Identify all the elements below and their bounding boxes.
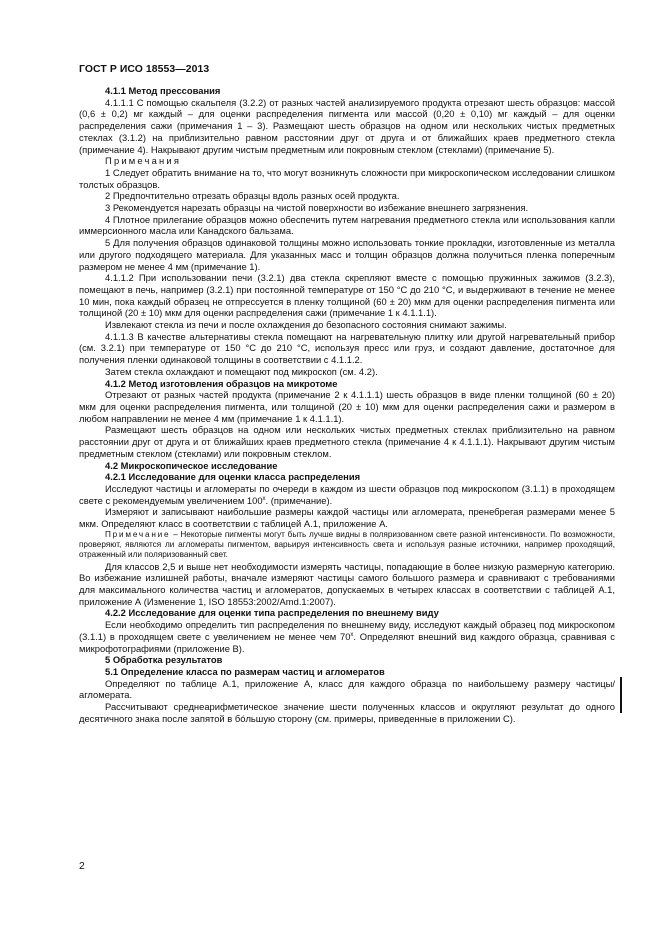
paragraph: 4.1.1.3 В качестве альтернативы стекла помещают на нагревательную плитку или другой нагревательный прибор (см. 3.2.1) при температуре от 150 °С до 210 °С, используя пресс или груз, и создают давление, достаточное для получения пленки одинаковой толщины в соответствии с 4.1.1.2. (79, 330, 615, 366)
section-heading: 4.1.2 Метод изготовления образцов на микротоме (105, 377, 338, 389)
section-heading: 5 Обработка результатов (105, 654, 223, 666)
note-item: 5 Для получения образцов одинаковой толщины можно использовать тонкие прокладки, изготовленные из металла или другого подходящего материала. Для указанных масс и толщин образцов должна получиться пленка поперечным размером не менее 4 мм (примечание 1). (79, 237, 615, 272)
note-text: – Некоторые пигменты могут быть лучше видны в поляризованном свете разной интенсивности. По возможности, проверяют, являются ли агломераты пигментом, варьируя интенсивность света и используя разные источники, например проходящий, отраженный или поляризованный свет. (79, 529, 615, 560)
note-item: 2 Предпочтительно отрезать образцы вдоль разных осей продукта. (105, 190, 400, 202)
change-bar (620, 677, 622, 713)
magnification-sup: х (262, 495, 266, 502)
note-label: Примечание (105, 529, 171, 539)
paragraph (79, 483, 615, 506)
paragraph: Затем стекла охлаждают и помещают под микроскоп (см. 4.2). (105, 365, 378, 377)
paragraph: Измеряют и записывают наибольшие размеры каждой частицы или агломерата, пренебрегая размерами менее 5 мкм. Определяют класс в соответствии с таблицей А.1, приложение А. (79, 506, 615, 530)
section-heading: 4.2.2 Исследование для оценки типа распределения по внешнему виду (105, 607, 439, 619)
document-body (79, 85, 615, 724)
paragraph: Отрезают от разных частей продукта (примечание 2 к 4.1.1.1) шесть образцов в виде пленки толщиной (60 ± 20) мкм для оценки распределения пигмента, или толщиной (20 ± 10) мкм для оценки распределения сажи и размером в любом направлении не менее 4 мм (примечание 1 к 4.1.1.1). (79, 389, 615, 424)
paragraph-text-tail: . Определяют внешний вид каждого образца, сравнивая с микрофотографиями (приложение В). (79, 630, 615, 654)
note-small (79, 530, 615, 561)
paragraph-text: Если необходимо определить тип распределения по внешнему виду, исследуют каждый образец под микроскопом (3.1.1) в проходящем свете с увеличением не менее чем 70 (79, 619, 615, 642)
note-item: 4 Плотное прилегание образцов можно обеспечить путем нагревания предметного стекла или использования капли иммерсионного масла или Канадского бальзама. (79, 213, 615, 237)
magnification-sup: х (350, 631, 354, 638)
paragraph-text-tail: . (примечание). (265, 494, 333, 506)
section-heading: 4.2 Микроскопическое исследование (105, 459, 278, 471)
section-heading: 5.1 Определение класса по размерам частиц и агломератов (105, 665, 385, 677)
paragraph: Для классов 2,5 и выше нет необходимости измерять частицы, попадающие в более низкую размерную категорию. Во избежание излишней работы, вначале измеряют частицы самого большого размера и сравнивают с требованиями для максимального количества частиц и агломератов, допускаемых в четырех классах в соответствии с таблицей А.1, приложение А (Изменение 1, ISO 18553:2002/Amd.1:2007). (79, 560, 615, 607)
paragraph-text: Исследуют частицы и агломераты по очереди в каждом из шести образцов под микроскопом (3.1.1) в проходящем свете с рекомендуемым увеличением 100 (79, 482, 615, 506)
paragraph: 4.1.1.1 С помощью скальпеля (3.2.2) от разных частей анализируемого продукта отрезают шесть образцов: массой (0,6 ± 0,2) мг каждый – для оценки распределения пигмента или массой (0,20 ± 0,10) мг каждый – для оценки распределения сажи (примечания 1 – 3). Размещают шесть образцов на одном или нескольких чистых предметных стеклах (3.1.2) на приблизительно равном расстоянии друг от друга и от ближайших краев предметного стекла (примечание 4). Накрывают другим чистым предметным или покровным стеклом (стеклами) (примечание 5). (79, 96, 615, 155)
paragraph (79, 619, 615, 654)
note-item: 1 Следует обратить внимание на то, что могут возникнуть сложности при микроскопическом исследовании слишком толстых образцов. (79, 166, 615, 190)
paragraph: 4.1.1.2 При использовании печи (3.2.1) два стекла скрепляют вместе с помощью пружинных зажимов (3.2.3), помещают в печь, например (3.2.1) при постоянной температуре от 150 °С до 210 °С, и выдерживают в течение не менее 10 мин, пока каждый образец не отпрессуется в пленку толщиной (60 ± 20) мкм для оценки распределения пигмента или толщиной (20 ± 10) мкм для оценки распределения сажи (примечание 1 к 4.1.1.1). (79, 272, 615, 319)
paragraph: Размещают шесть образцов на одном или нескольких чистых предметных стеклах приблизительно на равном расстоянии друг от друга и от ближайших краев предметного стекла (примечание 4 к 4.1.1.1). Накрывают другим чистым предметным стеклом (стеклами) или покровным стеклом. (79, 424, 615, 459)
paragraph: Извлекают стекла из печи и после охлаждения до безопасного состояния снимают зажимы. (105, 319, 507, 331)
note-item: 3 Рекомендуется нарезать образцы на чистой поверхности во избежание внешнего загрязнения. (105, 202, 529, 214)
page-number: 2 (79, 861, 85, 872)
paragraph: Определяют по таблице А.1, приложение А, класс для каждого образца по наибольшему размеру частицы/агломерата. (79, 677, 615, 701)
section-heading: 4.2.1 Исследование для оценки класса распределения (105, 471, 361, 483)
paragraph: Рассчитывают среднеарифметическое значение шести полученных классов и округляют результат до одного десятичного знака после запятой в бóльшую сторону (см. примеры, приведенные в приложении С). (79, 701, 615, 724)
document-header: ГОСТ Р ИСО 18553—2013 (79, 64, 210, 75)
notes-label: Примечания (105, 155, 182, 167)
section-heading: 4.1.1 Метод прессования (105, 85, 221, 96)
